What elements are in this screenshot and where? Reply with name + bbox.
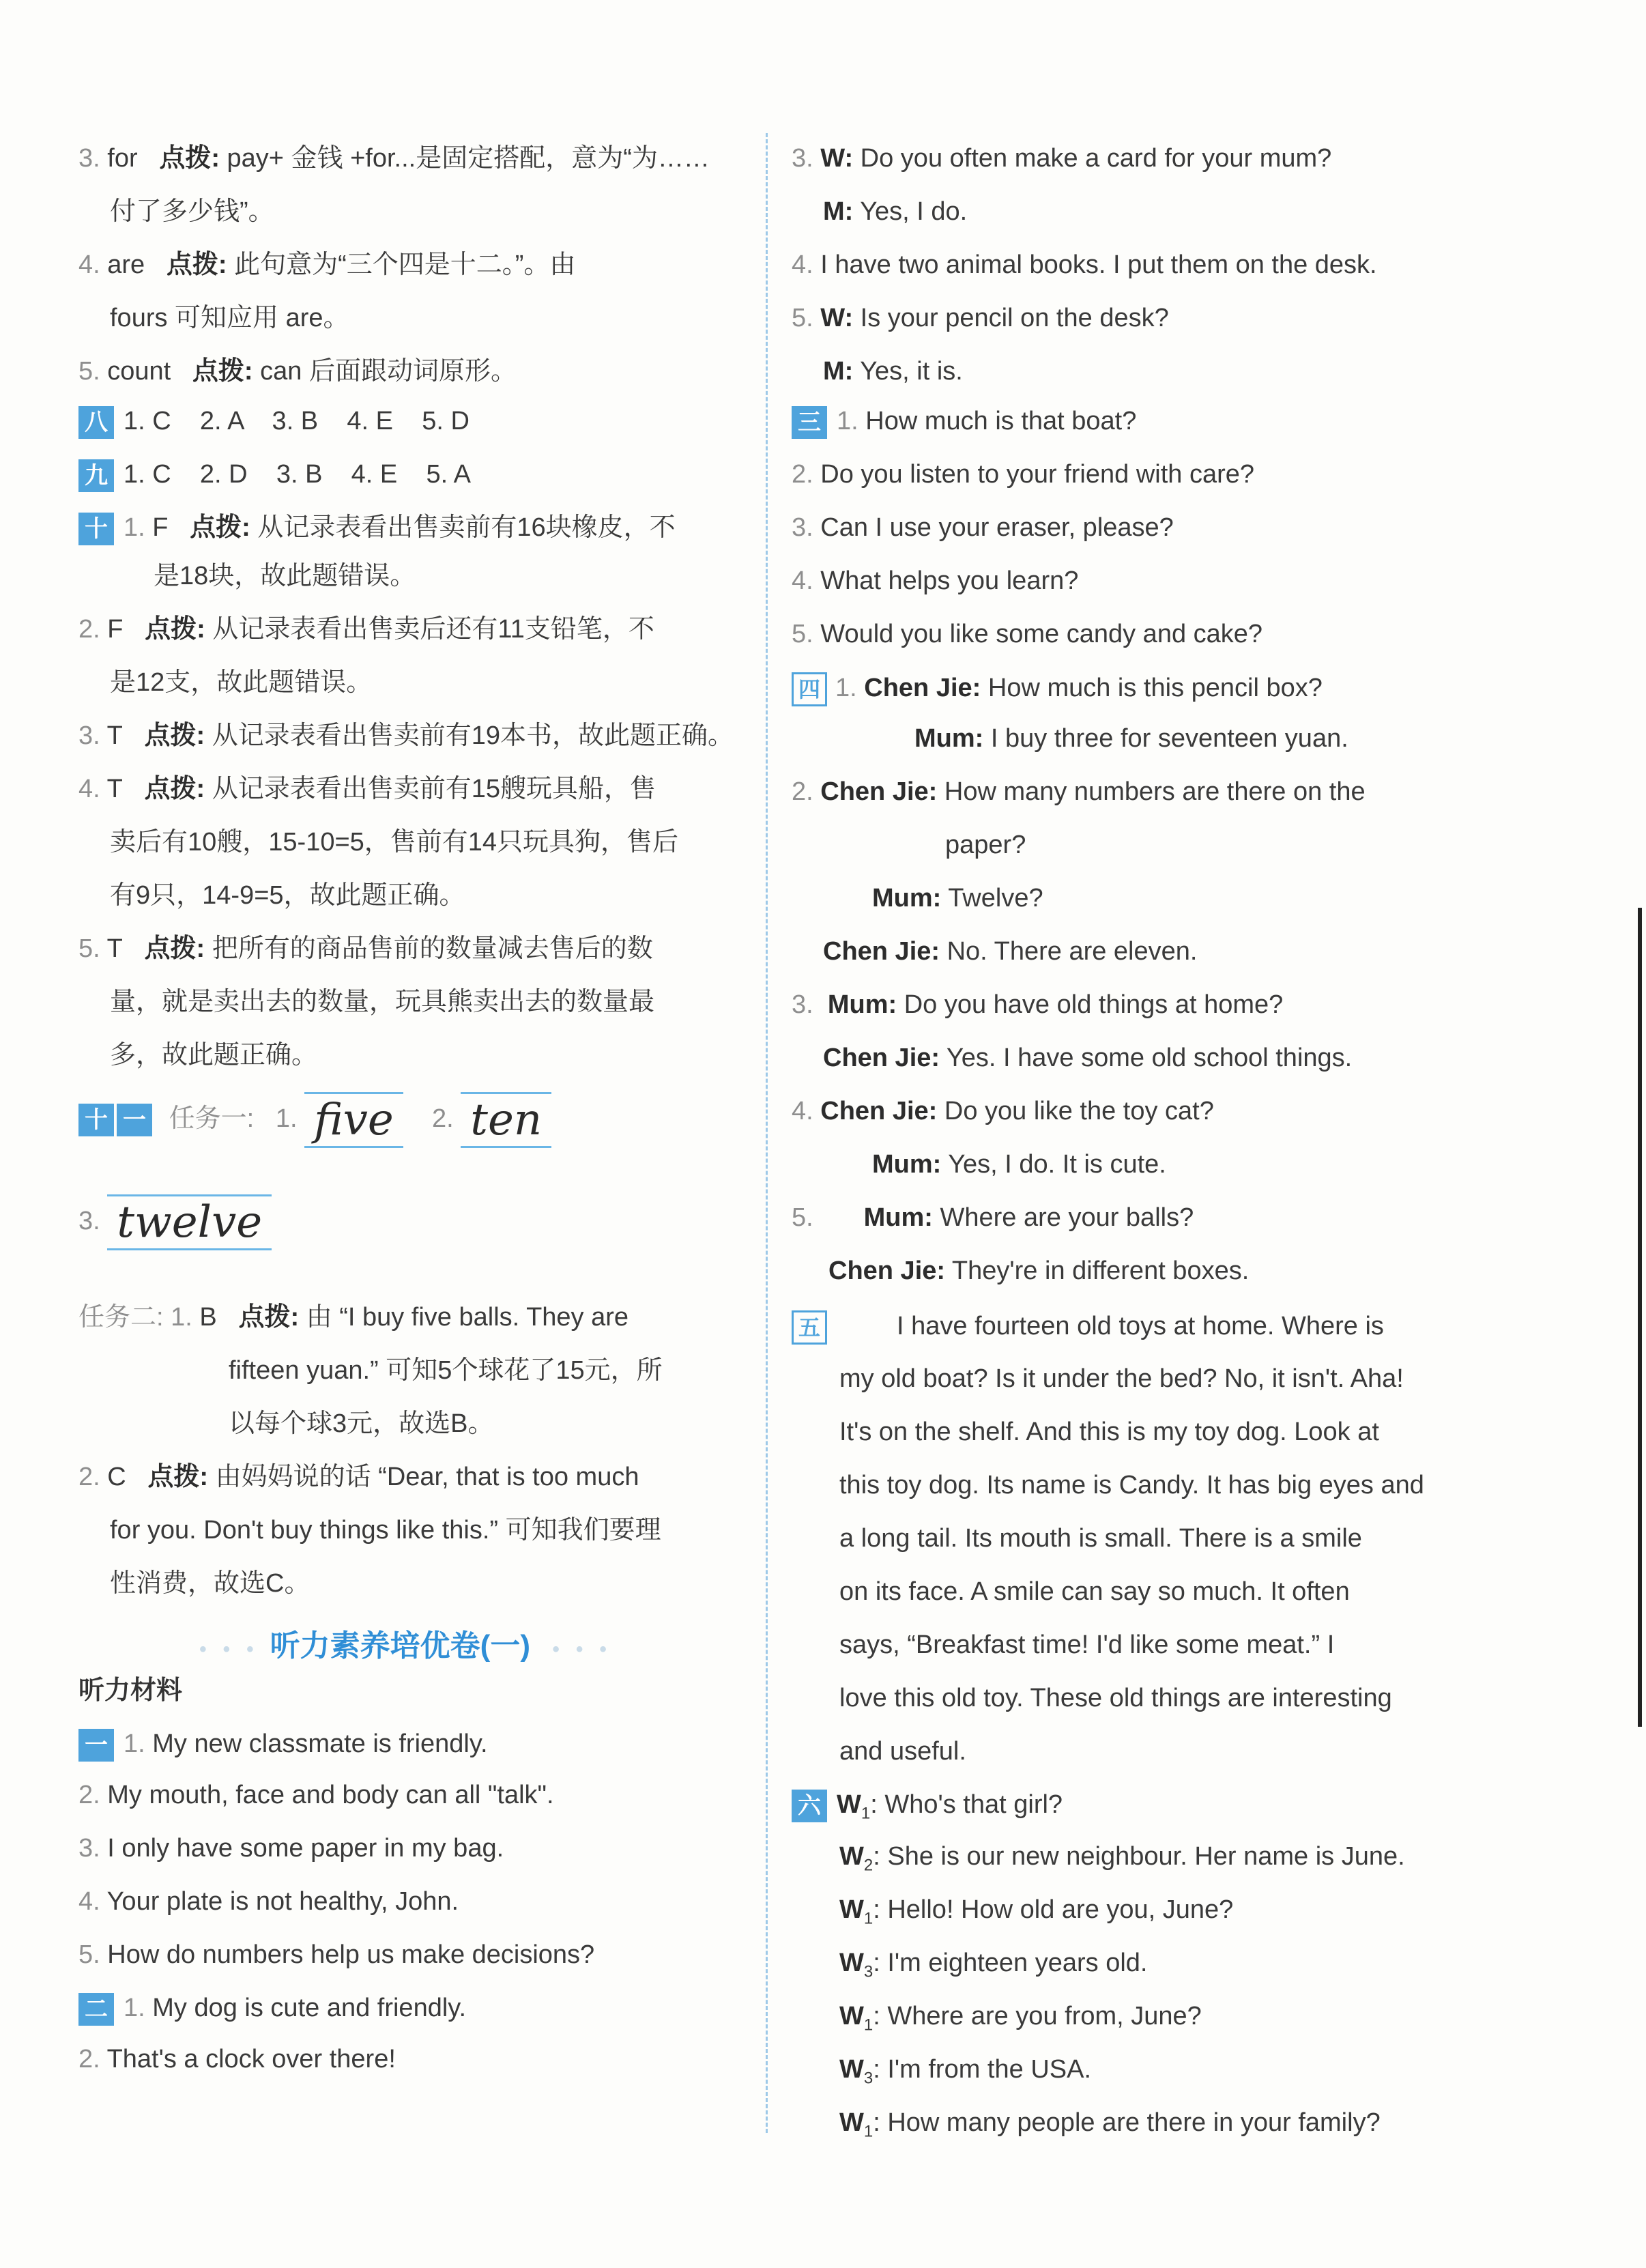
listening-item: 5. How do numbers help us make decisions?	[78, 1940, 595, 1969]
section-badge: 八	[78, 406, 114, 439]
section-10-item: 2. F 点拨: 从记录表看出售卖后还有11支铅笔，不	[78, 615, 654, 644]
section-8-answers: 八 1. C 2. A 3. B 4. E 5. D	[78, 406, 470, 439]
dialogue-line: 5. W: Is your pencil on the desk?	[792, 304, 1169, 332]
answer-item: 3. for 点拨: pay+ 金钱 +for...是固定搭配，意为“为……	[78, 144, 710, 173]
section-10-item: 十 1. F 点拨: 从记录表看出售卖前有16块橡皮，不	[78, 513, 676, 545]
dialogue-line: 3. Mum: Do you have old things at home?	[792, 990, 1284, 1019]
answer-continuation: 以每个球3元，故选B。	[229, 1409, 494, 1438]
passage-line: my old boat? Is it under the bed? No, it isn't. Aha!	[839, 1364, 1404, 1393]
section-10-item: 3. T 点拨: 从记录表看出售卖前有19本书，故此题正确。	[78, 721, 734, 750]
answer-continuation: fours 可知应用 are。	[110, 304, 349, 332]
passage-line: love this old toy. These old things are interesting	[839, 1684, 1392, 1712]
listening-item: 2. My mouth, face and body can all "talk".	[78, 1781, 554, 1809]
section-badge: 十	[78, 513, 114, 545]
section-badge: 三	[792, 406, 827, 439]
page-edge-mark	[1638, 908, 1642, 1727]
passage-line: 五 I have fourteen old toys at home. Where is	[792, 1310, 1384, 1345]
listening-item: 一 1. My new classmate is friendly.	[78, 1729, 488, 1762]
dialogue-line: 4. Chen Jie: Do you like the toy cat?	[792, 1097, 1214, 1125]
section-10-item: 4. T 点拨: 从记录表看出售卖前有15艘玩具船，售	[78, 775, 656, 803]
section-heading: •••听力素养培优卷(一) •••	[199, 1629, 623, 1663]
answer-continuation: 量，就是卖出去的数量，玩具熊卖出去的数量最	[110, 988, 655, 1016]
dialogue-line: Mum: Yes, I do. It is cute.	[872, 1150, 1166, 1179]
dialogue-line: 六 $W_1$: Who's that girl?	[792, 1790, 1063, 1824]
listening-item: 三 1. How much is that boat?	[792, 406, 1136, 439]
dialogue-line: 5. Mum: Where are your balls?	[792, 1203, 1194, 1232]
dialogue-line: $W_1$: Where are you from, June?	[839, 2002, 1202, 2035]
column-divider	[766, 133, 768, 2133]
section-badge: 一	[78, 1729, 114, 1762]
passage-line: this toy dog. Its name is Candy. It has big eyes and	[839, 1471, 1424, 1499]
dialogue-line: $W_3$: I'm from the USA.	[839, 2055, 1092, 2088]
listening-item: 4. What helps you learn?	[792, 566, 1079, 595]
section-11-task2-item: 2. C 点拨: 由妈妈说的话 “Dear, that is too much	[78, 1463, 639, 1491]
section-badge: 九	[78, 459, 114, 492]
listening-item: 4. Your plate is not healthy, John.	[78, 1887, 459, 1916]
listening-item: 5. Would you like some candy and cake?	[792, 620, 1263, 648]
section-badge: 四	[792, 672, 827, 706]
passage-line: on its face. A smile can say so much. It often	[839, 1577, 1350, 1606]
dialogue-line: Mum: Twelve?	[872, 884, 1043, 913]
dialogue-line: $W_3$: I'm eighteen years old.	[839, 1949, 1148, 1981]
dialogue-line: $W_1$: Hello! How old are you, June?	[839, 1895, 1234, 1928]
answer-item: 4. are 点拨: 此句意为“三个四是十二。”。由	[78, 250, 576, 279]
section-9-answers: 九 1. C 2. D 3. B 4. E 5. A	[78, 459, 471, 492]
dialogue-line: 3. W: Do you often make a card for your mum?	[792, 144, 1332, 173]
answer-continuation: fifteen yuan.” 可知5个球花了15元，所	[229, 1356, 663, 1385]
dialogue-line: Mum: I buy three for seventeen yuan.	[914, 724, 1348, 753]
section-badge: 六	[792, 1790, 827, 1822]
section-badge: 五	[792, 1310, 827, 1345]
section-badge: 一	[117, 1104, 152, 1136]
listening-item: 二 1. My dog is cute and friendly.	[78, 1993, 466, 2026]
answer-continuation: for you. Don't buy things like this.” 可知我们要理	[110, 1516, 661, 1545]
section-10-item: 5. T 点拨: 把所有的商品售前的数量减去售后的数	[78, 934, 653, 963]
dialogue-line: Chen Jie: They're in different boxes.	[828, 1257, 1250, 1285]
dialogue-line: $W_1$: How many people are there in your family?	[839, 2108, 1381, 2141]
dialogue-line: 4. I have two animal books. I put them on the desk.	[792, 250, 1377, 279]
passage-line: a long tail. Its mouth is small. There is a smile	[839, 1524, 1362, 1553]
dialogue-line: M: Yes, I do.	[823, 197, 968, 226]
listening-item: 3. I only have some paper in my bag.	[78, 1834, 504, 1863]
answer-continuation: 是12支，故此题错误。	[110, 668, 373, 697]
passage-line: says, “Breakfast time! I'd like some meat.” I	[839, 1631, 1335, 1659]
material-label: 听力材料	[78, 1676, 183, 1705]
answer-continuation: 是18块，故此题错误。	[154, 562, 416, 590]
listening-item: 2. That's a clock over there!	[78, 2045, 396, 2073]
answer-continuation: 多，故此题正确。	[110, 1041, 318, 1070]
dialogue-line: M: Yes, it is.	[823, 357, 963, 386]
section-11-task2: 任务二: 1. B 点拨: 由 “I buy five balls. They are	[78, 1303, 629, 1332]
handwritten-answer: ten	[461, 1092, 551, 1148]
handwritten-answer: five	[304, 1092, 403, 1148]
dialogue-line: 2. Chen Jie: How many numbers are there on the	[792, 777, 1366, 806]
handwritten-answer: twelve	[107, 1194, 272, 1250]
dialogue-line: Chen Jie: Yes. I have some old school things.	[823, 1044, 1353, 1072]
passage-line: It's on the shelf. And this is my toy dog. Look at	[839, 1418, 1379, 1446]
answer-item: 5. count 点拨: can 后面跟动词原形。	[78, 357, 517, 386]
section-11-task1: 十 一 任务一: 1. five 2. ten	[78, 1092, 551, 1148]
dialogue-line: paper?	[945, 831, 1026, 859]
passage-line: and useful.	[839, 1737, 966, 1766]
dialogue-line: Chen Jie: No. There are eleven.	[823, 937, 1198, 966]
section-badge: 十	[78, 1104, 114, 1136]
listening-item: 2. Do you listen to your friend with care?	[792, 460, 1255, 489]
answer-continuation: 性消费，故选C。	[110, 1569, 311, 1598]
section-11-task1-cont: 3. twelve	[78, 1194, 272, 1250]
answer-continuation: 付了多少钱”。	[110, 197, 274, 226]
listening-item: 3. Can I use your eraser, please?	[792, 513, 1174, 542]
dialogue-line: $W_2$: She is our new neighbour. Her name is June.	[839, 1842, 1405, 1875]
answer-continuation: 卖后有10艘，15-10=5，售前有14只玩具狗，售后	[110, 828, 679, 857]
dialogue-line: 四 1. Chen Jie: How much is this pencil box?	[792, 672, 1323, 706]
section-badge: 二	[78, 1993, 114, 2026]
answer-continuation: 有9只，14-9=5，故此题正确。	[110, 881, 465, 910]
